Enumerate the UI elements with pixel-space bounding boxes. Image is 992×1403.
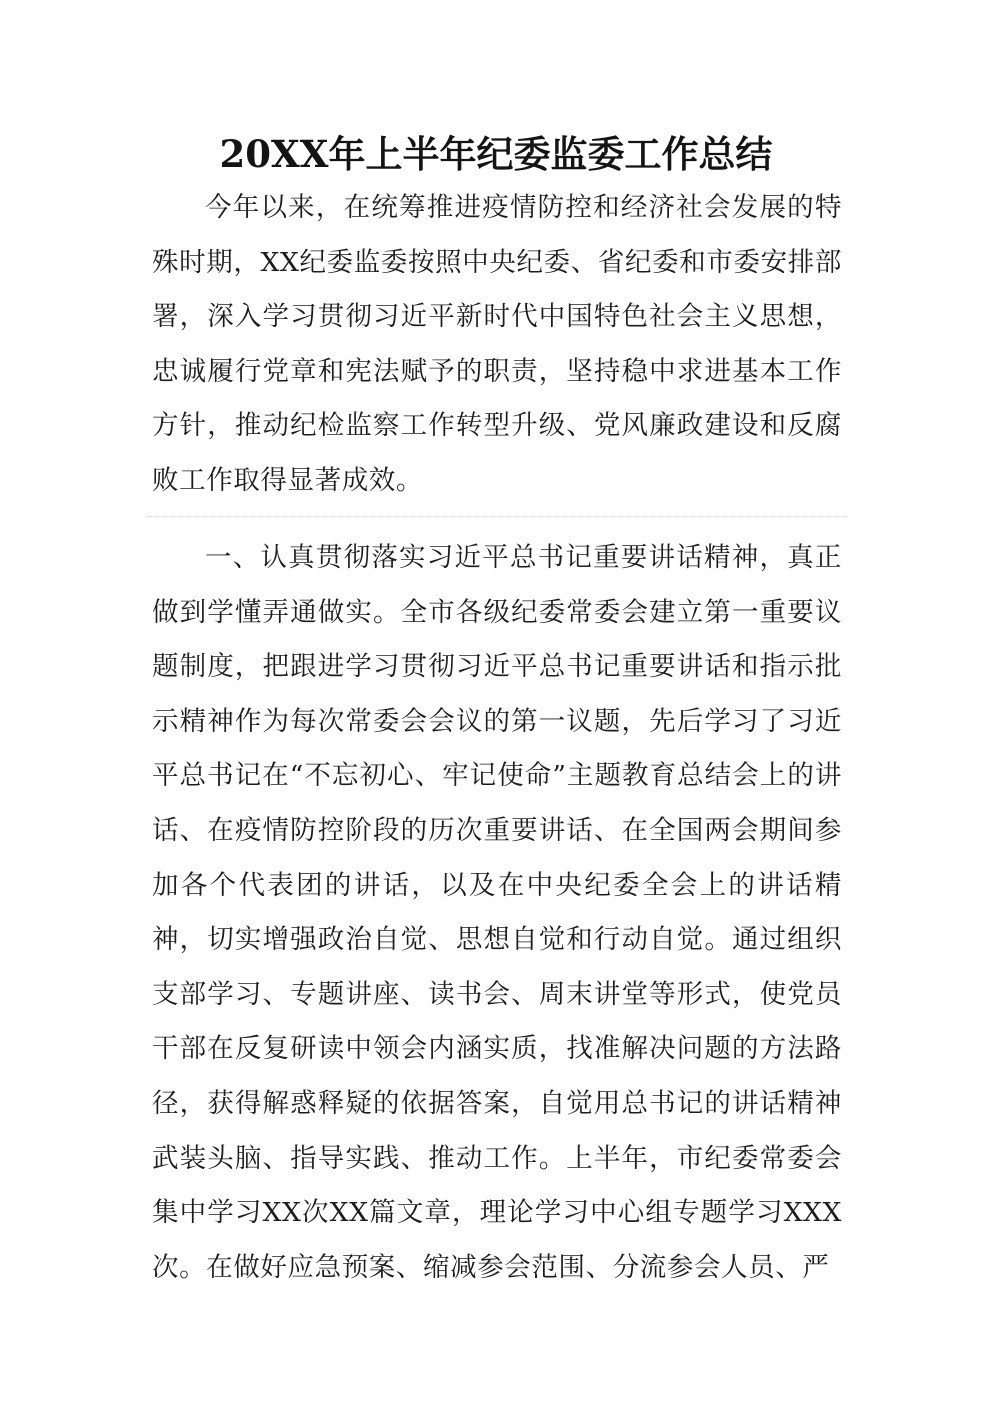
document-title: 20XX年上半年纪委监委工作总结 xyxy=(219,132,773,176)
intro-paragraph: 今年以来，在统筹推进疫情防控和经济社会发展的特殊时期，XX纪委监委按照中央纪委、省纪委和市委安排部署，深入学习贯彻习近平新时代中国特色社会主义思想，忠诚履行党章和宪法赋予的职责，坚持稳中求进基本工作方针，推动纪检监察工作转型升级、党风廉政建设和反腐败工作取得显著成效。 xyxy=(152,192,842,496)
page-divider xyxy=(148,516,848,517)
section-one-paragraph: 一、认真贯彻落实习近平总书记重要讲话精神，真正做到学懂弄通做实。全市各级纪委常委会建立第一重要议题制度，把跟进学习贯彻习近平总书记重要讲话和指示批示精神作为每次常委会会议的第一议题，先后学习了习近平总书记在“不忘初心、牢记使命”主题教育总结会上的讲话、在疫情防控阶段的历次重要讲话、在全国两会期间参加各个代表团的讲话，以及在中央纪委全会上的讲话精神，切实增强政治自觉、思想自觉和行动自觉。通过组织支部学习、专题讲座、读书会、周末讲堂等形式，使党员干部在反复研读中领会内涵实质，找准解决问题的方法路径，获得解惑释疑的依据答案，自觉用总书记的讲话精神武装头脑、指导实践、推动工作。上半年，市纪委常委会集中学习XX次XX篇文章，理论学习中心组专题学习XXX次。在做好应急预案、缩减参会范围、分流参会人员、严 xyxy=(152,542,842,1283)
